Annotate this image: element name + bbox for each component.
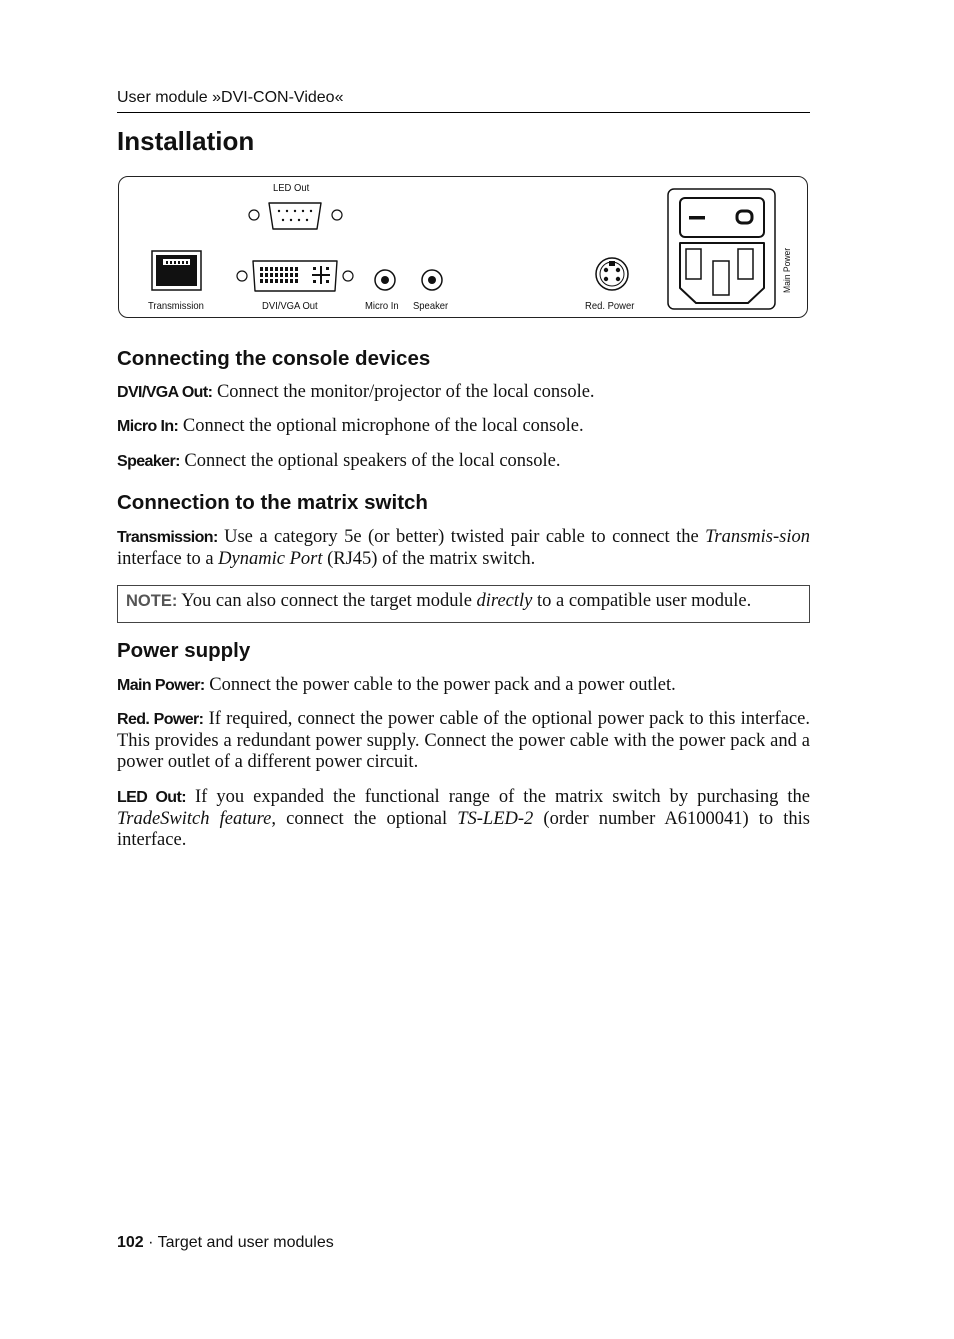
dvi-vga-out-label: DVI/VGA Out (262, 300, 318, 312)
running-header: User module »DVI-CON-Video« (117, 89, 344, 106)
page-title: Installation (117, 126, 255, 156)
term-led-out: LED Out: (117, 789, 186, 806)
page-number: 102 (117, 1234, 144, 1251)
term-red-power: Red. Power: (117, 711, 204, 728)
footer-text: · Target and user modules (143, 1234, 334, 1251)
paragraph-transmission: Transmission: Use a category 5e (or better) twisted pair cable to connect the Transmis-sion interface to a Dynamic Port (RJ45) of the matrix switch. (117, 527, 810, 569)
paragraph-speaker: Speaker: Connect the optional speakers of the local console. (117, 451, 561, 471)
term-dvi-vga-out: DVI/VGA Out: (117, 384, 213, 401)
micro-in-jack-icon (375, 270, 395, 290)
micro-in-label: Micro In (365, 300, 399, 312)
rj45-port-icon (152, 251, 201, 290)
transmission-label: Transmission (148, 300, 204, 312)
led-out-label: LED Out (273, 182, 310, 194)
section-heading-power: Power supply (117, 639, 251, 662)
term-main-power: Main Power: (117, 677, 205, 694)
device-panel-drawing (119, 177, 809, 319)
note-box: NOTE: You can also connect the target module directly to a compatible user module. (117, 585, 810, 623)
term-transmission: Transmission: (117, 529, 218, 546)
speaker-jack-icon (422, 270, 442, 290)
paragraph-led-out: LED Out: If you expanded the functional range of the matrix switch by purchasing the TradeSwitch feature, connect the optional TS-LED-2 (order number A6100041) to this interface. (117, 787, 810, 850)
led-out-port-icon (249, 203, 342, 229)
device-panel-diagram (118, 176, 808, 318)
dvi-port-icon (237, 261, 353, 291)
main-power-module-icon (668, 189, 775, 309)
speaker-label: Speaker (413, 300, 449, 312)
term-speaker: Speaker: (117, 453, 180, 470)
section-heading-matrix: Connection to the matrix switch (117, 491, 428, 514)
main-power-label: Main Power (782, 247, 793, 293)
paragraph-red-power: Red. Power: If required, connect the power cable of the optional power pack to this interface. This provides a redundant power supply. Connect the power cable with the power pack and a power outlet of a different power circuit. (117, 709, 810, 772)
red-power-label: Red. Power (585, 300, 635, 312)
term-micro-in: Micro In: (117, 418, 179, 435)
page-footer (117, 1234, 334, 1252)
header-rule (117, 112, 810, 113)
note-term: NOTE: (126, 592, 178, 610)
paragraph-micro-in: Micro In: Connect the optional microphone of the local console. (117, 416, 584, 436)
section-heading-console: Connecting the console devices (117, 347, 431, 370)
paragraph-dvi-vga-out: DVI/VGA Out: Connect the monitor/projector of the local console. (117, 382, 595, 402)
red-power-socket-icon (596, 258, 628, 290)
paragraph-main-power: Main Power: Connect the power cable to the power pack and a power outlet. (117, 675, 676, 695)
